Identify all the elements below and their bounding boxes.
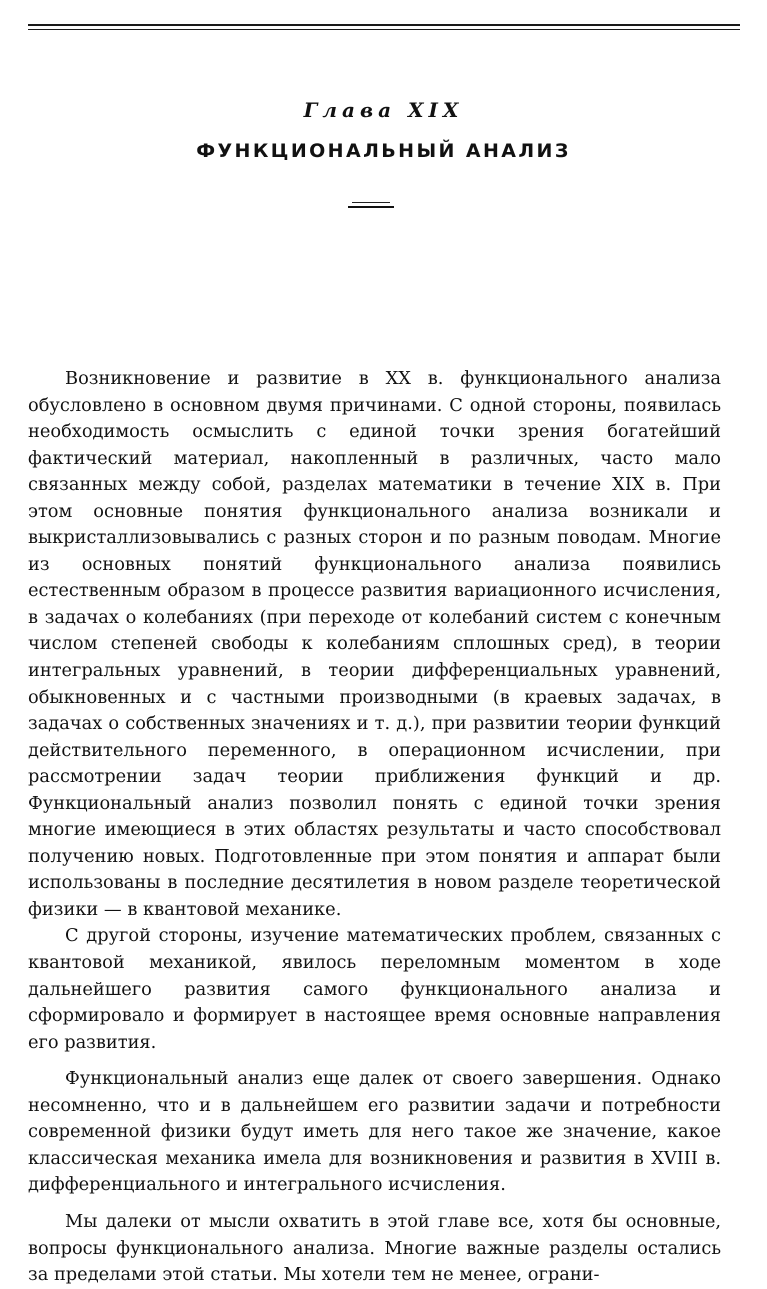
header-rule-bottom: [28, 29, 740, 30]
paragraph-3: Функциональный анализ еще далек от своего завершения. Однако несомненно, что и в дальнейшем его развитии задачи и потребности современной физики будут иметь для него такое же значение, какое классическая механика имела для возникновения и развития в XVIII в. дифференциального и интегрального исчисления.: [28, 1068, 721, 1196]
header-rule-top: [28, 24, 740, 26]
title-ornament-divider: [348, 202, 394, 208]
paragraph-4: Мы далеки от мысли охватить в этой главе все, хотя бы основные, вопросы функционального анализа. Многие важные разделы остались за пределами этой статьи. Мы хотели тем не менее, ограни-: [28, 1210, 721, 1286]
paragraph-2: С другой стороны, изучение математических проблем, связанных с квантовой механикой, явилось переломным моментом в ходе дальнейшего развития самого функционального анализа и сформировало и формирует в настоящее время основные направления его развития.: [28, 925, 721, 1053]
chapter-body: [28, 366, 721, 1289]
chapter-title: ФУНКЦИОНАЛЬНЫЙ АНАЛИЗ: [196, 140, 571, 162]
paragraph-1: Возникновение и развитие в XX в. функционального анализа обусловлено в основном двумя причинами. С одной стороны, появилась необходимость осмыслить с единой точки зрения богатейший фактический материал, накопленный в различных, часто мало связанных между собой, разделах математики в течение XIX в. При этом основные понятия функционального анализа возникали и выкристаллизовывались с разных сторон и по разным поводам. Многие из основных понятий функционального анализа появились естественным образом в процессе развития вариационного исчисления, в задачах о колебаниях (при переходе от колебаний систем с конечным числом степеней свободы к колебаниям сплошных сред), в теории интегральных уравнений, в теории дифференциальных уравнений, обыкновенных и с частными производными (в краевых задачах, в задачах о собственных значениях и т. д.), при развитии теории функций действительного переменного, в операционном исчислении, при рассмотрении задач теории приближения функций и др. Функциональный анализ позволил понять с единой точки зрения многие имеющиеся в этих областях результаты и часто способствовал получению новых. Подготовленные при этом понятия и аппарат были использованы в последние десятилетия в новом разделе теоретической физики — в квантовой механике.: [28, 368, 721, 920]
chapter-label: Глава XIX: [303, 98, 464, 122]
